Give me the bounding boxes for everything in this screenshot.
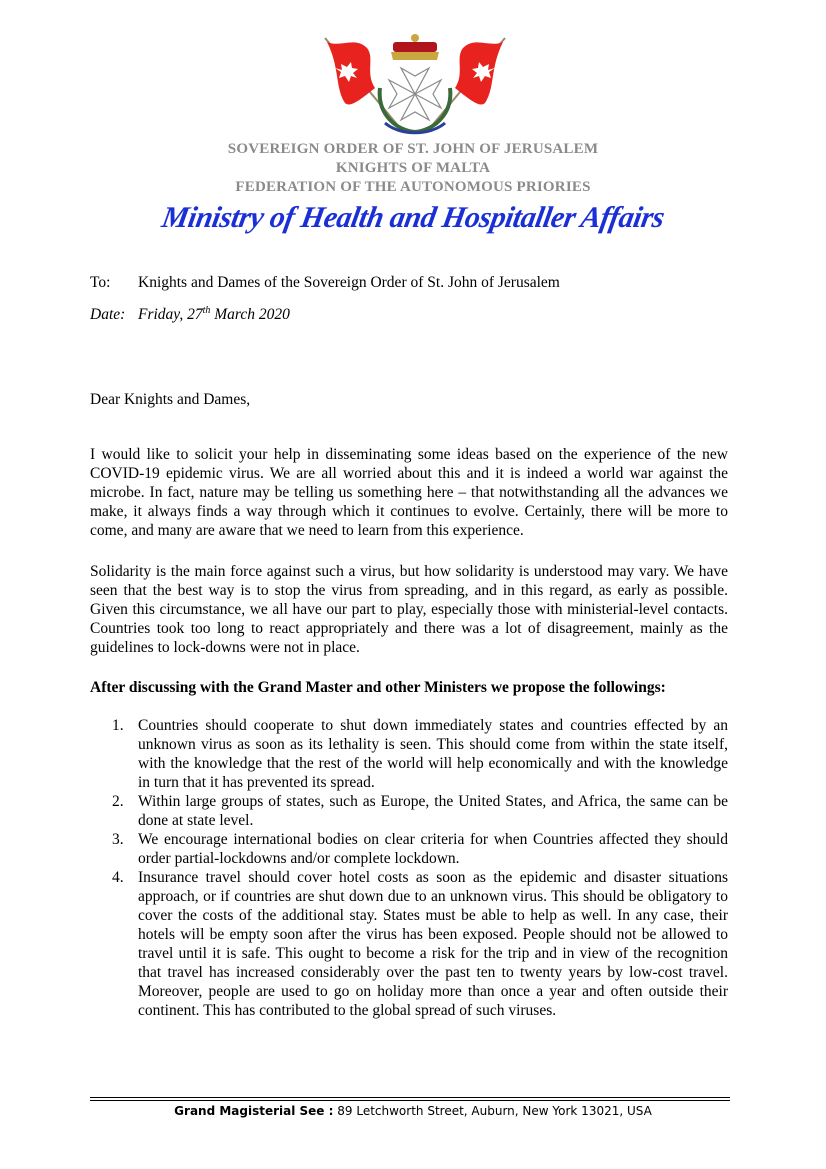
- list-item: [90, 868, 728, 1020]
- list-number: 3.: [112, 831, 124, 848]
- recipient-line: [90, 273, 740, 292]
- recipient-value: Knights and Dames of the Sovereign Order of St. John of Jerusalem: [138, 274, 560, 291]
- list-item-text: Within large groups of states, such as Europe, the United States, and Africa, the same can be done at state level.: [138, 793, 728, 829]
- list-item: [90, 792, 728, 830]
- footer-address-text: 89 Letchworth Street, Auburn, New York 13021, USA: [337, 1104, 652, 1118]
- list-item: [90, 716, 728, 792]
- paragraph-intro: I would like to solicit your help in disseminating some ideas based on the experience of the new COVID-19 epidemic virus. We are all worried about this and it is indeed a world war against the microbe. In fact, nature may be telling us something here – that notwithstanding all the advances we make, it always finds a way through which it continues to evolve. Certainly, there will be more to come, and many are aware that we need to learn from this experience.: [90, 446, 728, 539]
- list-number: 2.: [112, 793, 124, 810]
- order-name-heading: SOVEREIGN ORDER OF ST. JOHN OF JERUSALEM: [227, 141, 599, 157]
- paragraph-solidarity: Solidarity is the main force against such a virus, but how solidarity is understood may vary. We have seen that the best way is to stop the virus from spreading, and in this regard, as early as possible. Given this circumstance, we all have our part to play, especially those with ministerial-level contacts. Countries took too long to react appropriately and there was a lot of disagreement, mainly as the guidelines to lock-downs were not in place.: [90, 563, 728, 656]
- date-prefix: Friday, 27: [138, 306, 203, 324]
- list-item-text: We encourage international bodies on clear criteria for when Countries affected they should order partial-lockdowns and/or complete lockdown.: [138, 831, 728, 867]
- to-label: To:: [90, 274, 111, 291]
- list-item-text: Countries should cooperate to shut down immediately states and countries effected by an unknown virus as soon as its lethality is seen. This should come from within the state itself, with the knowledge that the rest of the world will help economically and with the knowledge in turn that it has prevented its spread.: [138, 717, 728, 791]
- list-number: 4.: [112, 869, 124, 886]
- greeting: Dear Knights and Dames,: [90, 391, 251, 408]
- federation-heading: FEDERATION OF THE AUTONOMOUS PRIORIES: [235, 179, 591, 195]
- date-month-year: March 2020: [210, 306, 290, 324]
- date-line: [90, 301, 740, 324]
- list-number: 1.: [112, 717, 124, 734]
- crest-emblem-icon: [305, 28, 525, 140]
- footer-divider: [90, 1097, 730, 1098]
- footer-divider-thin: [90, 1100, 730, 1101]
- date-suffix-sup: th: [202, 305, 211, 316]
- proposals-list: [90, 716, 728, 1020]
- date-label: Date:: [90, 306, 126, 324]
- footer-label: Grand Magisterial See :: [174, 1104, 334, 1118]
- proposals-heading: After discussing with the Grand Master and other Ministers we propose the followings:: [90, 679, 666, 696]
- footer-address: [0, 1104, 826, 1119]
- ministry-title: Ministry of Health and Hospitaller Affairs: [159, 201, 667, 234]
- list-item: [90, 830, 728, 868]
- knights-heading: KNIGHTS OF MALTA: [335, 160, 491, 176]
- list-item-text: Insurance travel should cover hotel costs as soon as the epidemic and disaster situations approach, or if countries are shut down due to an unknown virus. This should be obligatory to cover the costs of the additional stay. States must be able to help as well. In any case, their hotels will be empty soon after the virus has been exposed. People should not be allowed to travel until it is safe. This ought to become a risk for the trip and in view of the recognition that travel has increased considerably over the past ten to twenty years by low-cost travel. Moreover, people are used to go on holiday more than once a year and often outside their continent. This has contributed to the global spread of such viruses.: [138, 869, 728, 1019]
